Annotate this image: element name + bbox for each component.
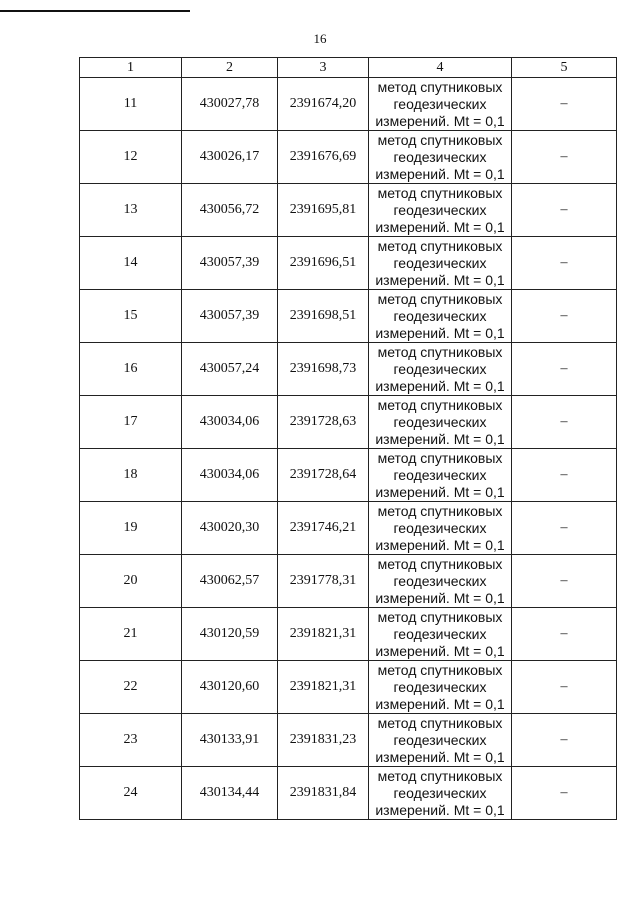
method-cell bbox=[369, 555, 512, 608]
header-rule bbox=[0, 10, 190, 12]
method-text-line: геодезических bbox=[393, 731, 487, 748]
method-text-line: геодезических bbox=[393, 784, 487, 801]
note-cell: – bbox=[512, 184, 617, 237]
point-number-cell: 17 bbox=[80, 396, 182, 449]
method-text-line: метод спутниковых bbox=[377, 608, 503, 625]
x-coordinate-cell: 430020,30 bbox=[182, 502, 278, 555]
table-row bbox=[80, 396, 617, 449]
method-text-line: метод спутниковых bbox=[377, 237, 503, 254]
point-number-cell: 16 bbox=[80, 343, 182, 396]
table-row bbox=[80, 184, 617, 237]
x-coordinate-cell: 430120,59 bbox=[182, 608, 278, 661]
note-cell: – bbox=[512, 396, 617, 449]
method-text-line: измерений. Mt = 0,1 bbox=[375, 642, 505, 659]
x-coordinate-cell: 430057,39 bbox=[182, 237, 278, 290]
x-coordinate-cell: 430134,44 bbox=[182, 767, 278, 820]
method-text-line: геодезических bbox=[393, 678, 487, 695]
method-text-line: геодезических bbox=[393, 201, 487, 218]
table-row bbox=[80, 237, 617, 290]
method-text-line: геодезических bbox=[393, 95, 487, 112]
method-text-line: геодезических bbox=[393, 254, 487, 271]
point-number-cell: 12 bbox=[80, 131, 182, 184]
method-text-line: геодезических bbox=[393, 625, 487, 642]
method-text-line: геодезических bbox=[393, 360, 487, 377]
note-cell: – bbox=[512, 555, 617, 608]
method-text-line: метод спутниковых bbox=[377, 131, 503, 148]
table-row bbox=[80, 343, 617, 396]
note-cell: – bbox=[512, 343, 617, 396]
note-cell: – bbox=[512, 767, 617, 820]
method-cell bbox=[369, 343, 512, 396]
method-text-line: метод спутниковых bbox=[377, 502, 503, 519]
y-coordinate-cell: 2391695,81 bbox=[278, 184, 369, 237]
method-cell bbox=[369, 608, 512, 661]
note-cell: – bbox=[512, 237, 617, 290]
point-number-cell: 19 bbox=[80, 502, 182, 555]
method-text-line: метод спутниковых bbox=[377, 767, 503, 784]
point-number-cell: 14 bbox=[80, 237, 182, 290]
note-cell: – bbox=[512, 449, 617, 502]
method-text-line: метод спутниковых bbox=[377, 449, 503, 466]
point-number-cell: 21 bbox=[80, 608, 182, 661]
method-cell bbox=[369, 237, 512, 290]
x-coordinate-cell: 430133,91 bbox=[182, 714, 278, 767]
table-row bbox=[80, 661, 617, 714]
x-coordinate-cell: 430120,60 bbox=[182, 661, 278, 714]
method-cell bbox=[369, 396, 512, 449]
method-text-line: метод спутниковых bbox=[377, 184, 503, 201]
method-text-line: метод спутниковых bbox=[377, 343, 503, 360]
method-text-line: измерений. Mt = 0,1 bbox=[375, 483, 505, 500]
table-row bbox=[80, 502, 617, 555]
point-number-cell: 11 bbox=[80, 78, 182, 131]
method-text-line: геодезических bbox=[393, 307, 487, 324]
method-text-line: измерений. Mt = 0,1 bbox=[375, 536, 505, 553]
note-cell: – bbox=[512, 78, 617, 131]
note-cell: – bbox=[512, 661, 617, 714]
column-header: 1 bbox=[80, 58, 182, 78]
table-row bbox=[80, 767, 617, 820]
table-row bbox=[80, 78, 617, 131]
coordinates-table bbox=[79, 57, 617, 820]
table-row bbox=[80, 608, 617, 661]
method-text-line: геодезических bbox=[393, 413, 487, 430]
method-cell bbox=[369, 714, 512, 767]
method-cell bbox=[369, 78, 512, 131]
y-coordinate-cell: 2391728,64 bbox=[278, 449, 369, 502]
method-text-line: измерений. Mt = 0,1 bbox=[375, 801, 505, 818]
method-text-line: измерений. Mt = 0,1 bbox=[375, 271, 505, 288]
method-cell bbox=[369, 290, 512, 343]
method-text-line: геодезических bbox=[393, 466, 487, 483]
note-cell: – bbox=[512, 290, 617, 343]
page-number: 16 bbox=[313, 31, 327, 46]
method-cell bbox=[369, 767, 512, 820]
y-coordinate-cell: 2391821,31 bbox=[278, 608, 369, 661]
table-row bbox=[80, 449, 617, 502]
point-number-cell: 15 bbox=[80, 290, 182, 343]
y-coordinate-cell: 2391676,69 bbox=[278, 131, 369, 184]
y-coordinate-cell: 2391696,51 bbox=[278, 237, 369, 290]
method-cell bbox=[369, 502, 512, 555]
y-coordinate-cell: 2391831,23 bbox=[278, 714, 369, 767]
method-cell bbox=[369, 661, 512, 714]
method-cell bbox=[369, 184, 512, 237]
column-header: 3 bbox=[278, 58, 369, 78]
y-coordinate-cell: 2391821,31 bbox=[278, 661, 369, 714]
point-number-cell: 13 bbox=[80, 184, 182, 237]
table-header-row bbox=[80, 58, 617, 78]
x-coordinate-cell: 430056,72 bbox=[182, 184, 278, 237]
table-body bbox=[80, 78, 617, 820]
method-text-line: измерений. Mt = 0,1 bbox=[375, 218, 505, 235]
note-cell: – bbox=[512, 502, 617, 555]
y-coordinate-cell: 2391728,63 bbox=[278, 396, 369, 449]
x-coordinate-cell: 430027,78 bbox=[182, 78, 278, 131]
method-cell bbox=[369, 449, 512, 502]
x-coordinate-cell: 430034,06 bbox=[182, 396, 278, 449]
x-coordinate-cell: 430034,06 bbox=[182, 449, 278, 502]
method-text-line: измерений. Mt = 0,1 bbox=[375, 430, 505, 447]
method-text-line: метод спутниковых bbox=[377, 78, 503, 95]
method-text-line: геодезических bbox=[393, 148, 487, 165]
x-coordinate-cell: 430057,24 bbox=[182, 343, 278, 396]
method-text-line: измерений. Mt = 0,1 bbox=[375, 324, 505, 341]
y-coordinate-cell: 2391778,31 bbox=[278, 555, 369, 608]
column-header: 4 bbox=[369, 58, 512, 78]
method-text-line: метод спутниковых bbox=[377, 290, 503, 307]
y-coordinate-cell: 2391698,73 bbox=[278, 343, 369, 396]
method-text-line: метод спутниковых bbox=[377, 661, 503, 678]
note-cell: – bbox=[512, 608, 617, 661]
table-row bbox=[80, 131, 617, 184]
method-text-line: геодезических bbox=[393, 519, 487, 536]
y-coordinate-cell: 2391698,51 bbox=[278, 290, 369, 343]
point-number-cell: 23 bbox=[80, 714, 182, 767]
x-coordinate-cell: 430057,39 bbox=[182, 290, 278, 343]
x-coordinate-cell: 430026,17 bbox=[182, 131, 278, 184]
point-number-cell: 18 bbox=[80, 449, 182, 502]
y-coordinate-cell: 2391831,84 bbox=[278, 767, 369, 820]
y-coordinate-cell: 2391674,20 bbox=[278, 78, 369, 131]
method-text-line: метод спутниковых bbox=[377, 396, 503, 413]
method-text-line: измерений. Mt = 0,1 bbox=[375, 377, 505, 394]
table-row bbox=[80, 290, 617, 343]
point-number-cell: 24 bbox=[80, 767, 182, 820]
method-cell bbox=[369, 131, 512, 184]
y-coordinate-cell: 2391746,21 bbox=[278, 502, 369, 555]
method-text-line: измерений. Mt = 0,1 bbox=[375, 695, 505, 712]
point-number-cell: 20 bbox=[80, 555, 182, 608]
note-cell: – bbox=[512, 714, 617, 767]
point-number-cell: 22 bbox=[80, 661, 182, 714]
method-text-line: измерений. Mt = 0,1 bbox=[375, 112, 505, 129]
method-text-line: метод спутниковых bbox=[377, 714, 503, 731]
method-text-line: измерений. Mt = 0,1 bbox=[375, 165, 505, 182]
table-row bbox=[80, 714, 617, 767]
method-text-line: метод спутниковых bbox=[377, 555, 503, 572]
method-text-line: измерений. Mt = 0,1 bbox=[375, 589, 505, 606]
column-header: 5 bbox=[512, 58, 617, 78]
x-coordinate-cell: 430062,57 bbox=[182, 555, 278, 608]
note-cell: – bbox=[512, 131, 617, 184]
column-header: 2 bbox=[182, 58, 278, 78]
method-text-line: измерений. Mt = 0,1 bbox=[375, 748, 505, 765]
table-row bbox=[80, 555, 617, 608]
method-text-line: геодезических bbox=[393, 572, 487, 589]
